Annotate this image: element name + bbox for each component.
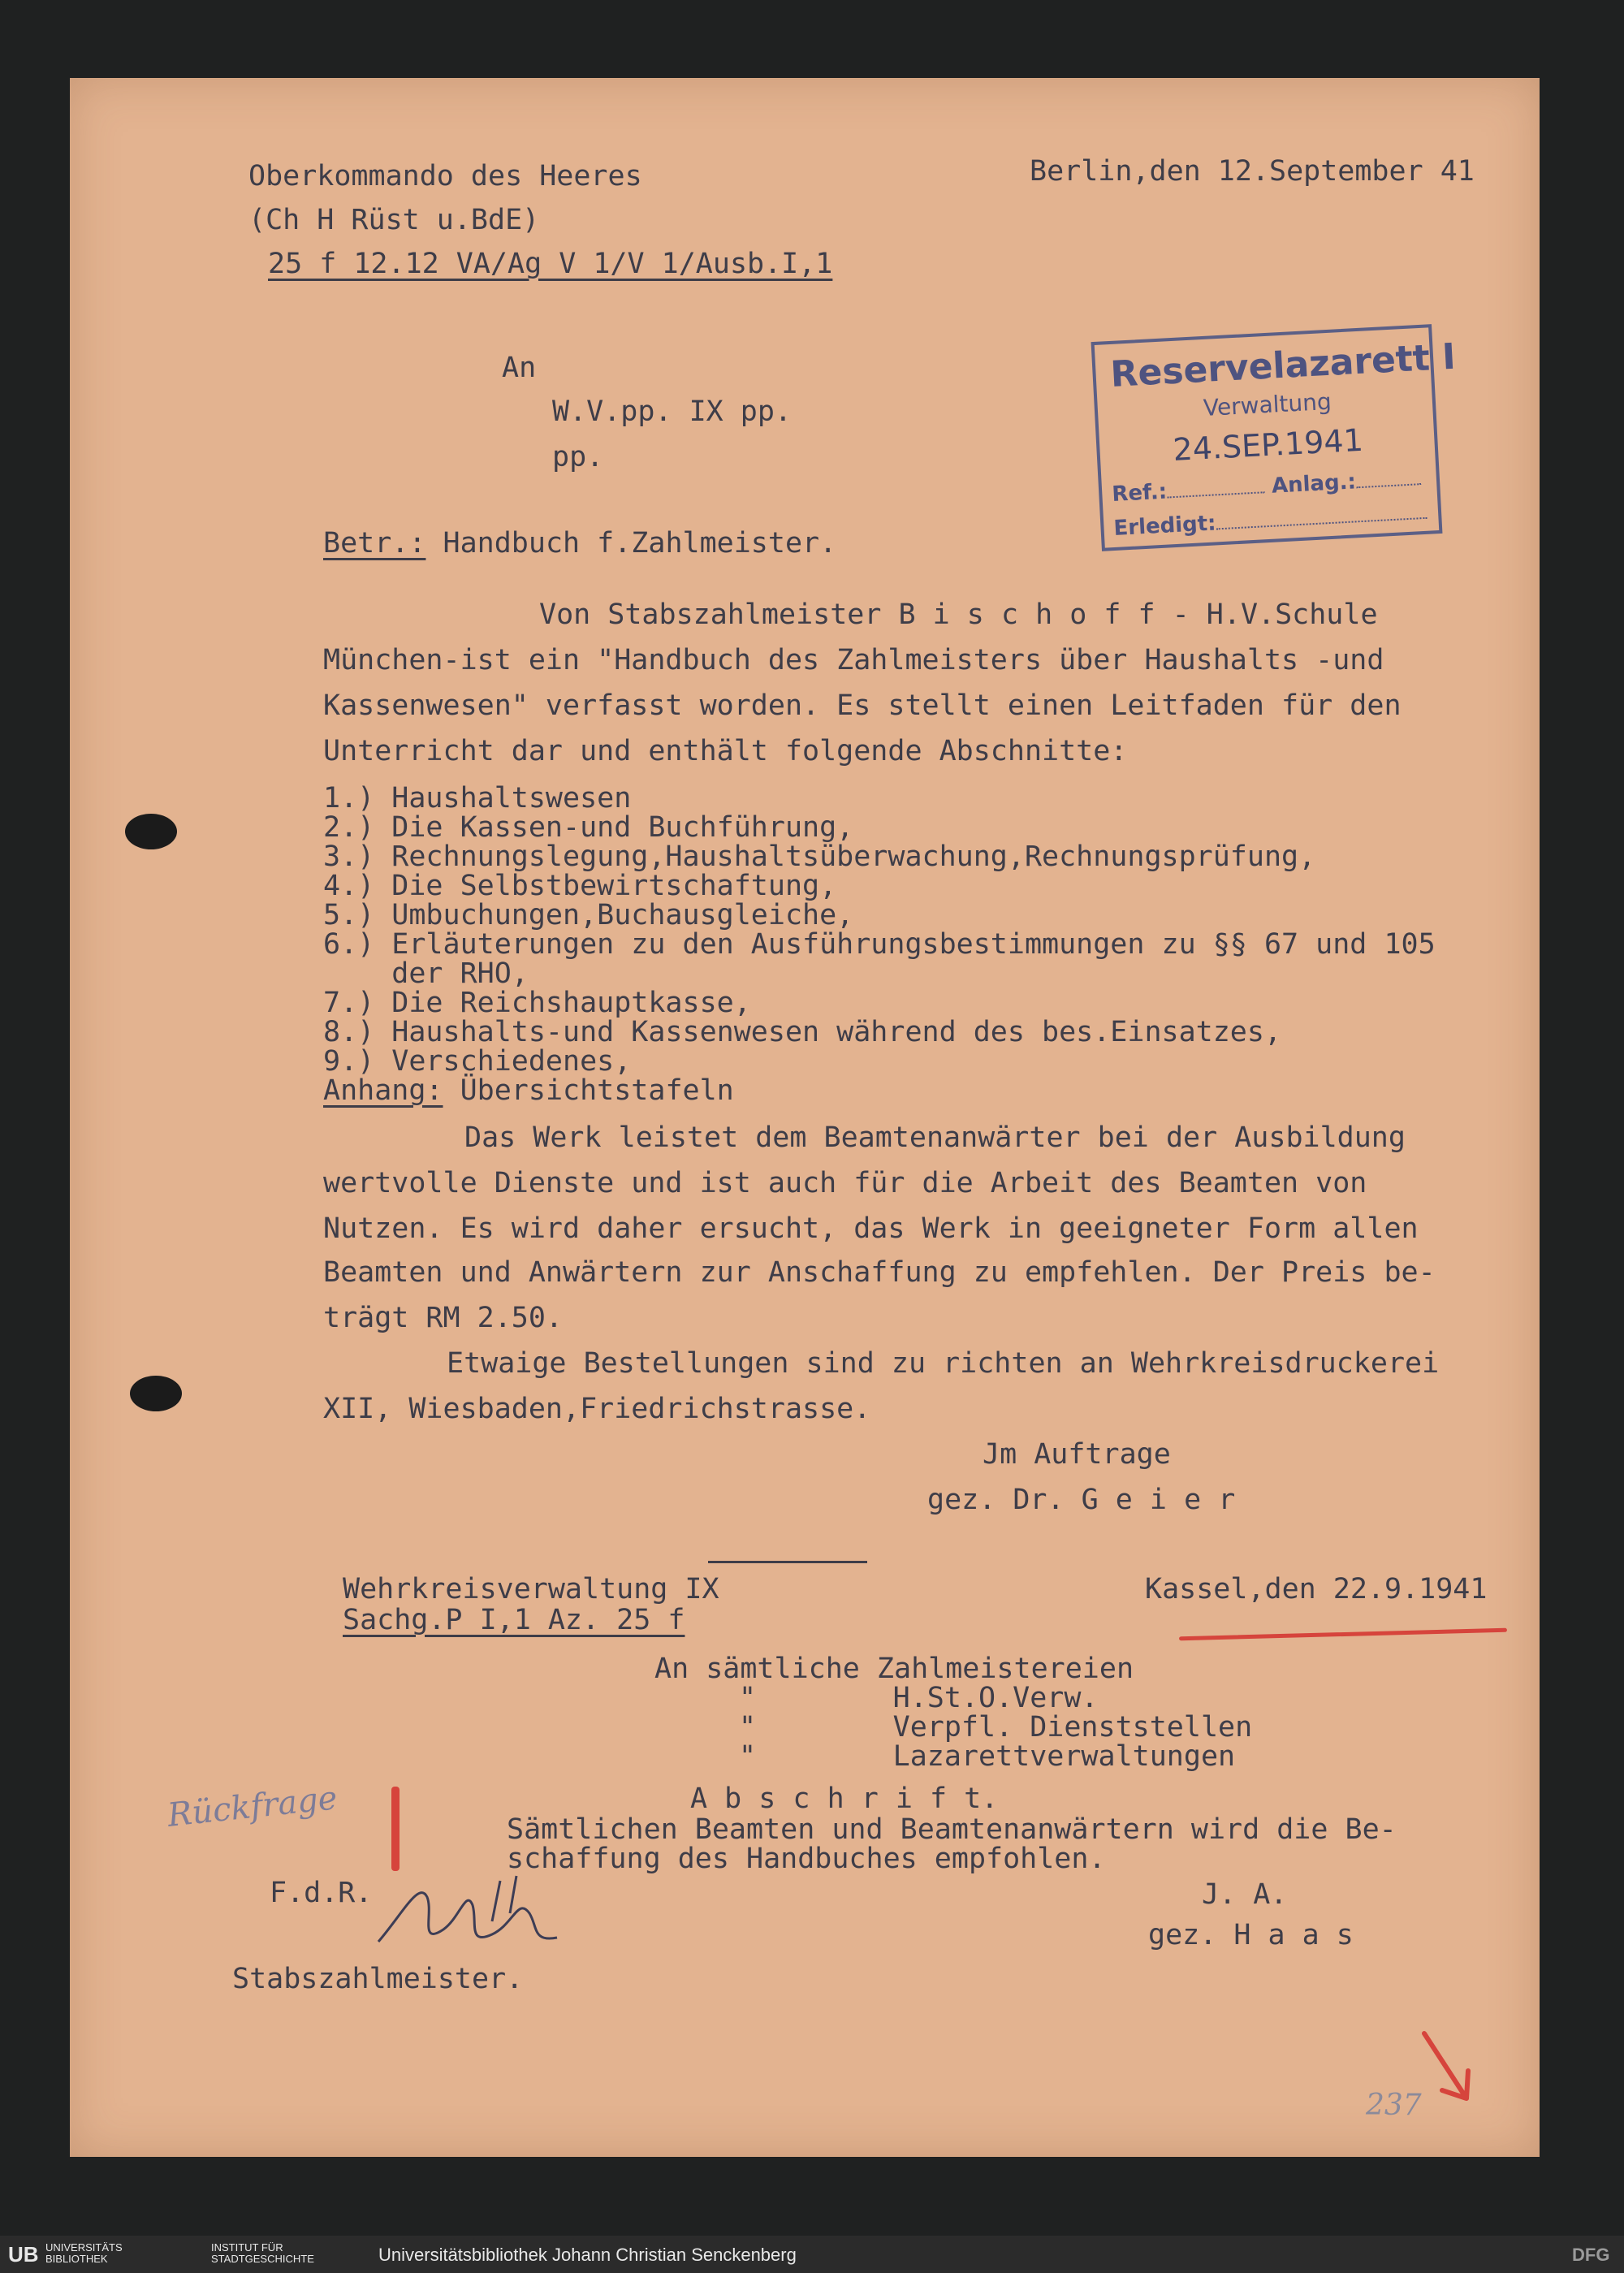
subject-line — [323, 528, 836, 559]
handwritten-page-number: 237 — [1366, 2089, 1422, 2122]
address-line-1: W.V.pp. IX pp. — [552, 395, 793, 428]
punch-hole-bottom — [130, 1376, 182, 1411]
main-line-5: trägt RM 2.50. — [323, 1302, 564, 1334]
intro-line-4: Unterricht dar und enthält folgende Abschnitte: — [323, 735, 1128, 767]
stamp-title: Reservelazarett I — [1109, 335, 1457, 395]
handwritten-signature — [370, 1865, 614, 1962]
recipient-3: " Verpfl. Dienststellen — [739, 1711, 1253, 1744]
appendix-line — [323, 1075, 734, 1106]
address-line-2: pp. — [552, 441, 604, 473]
recipient-4: " Lazarettverwaltungen — [739, 1740, 1236, 1773]
sender-line-2: (Ch H Rüst u.BdE) — [248, 204, 540, 236]
stamp-ref: Ref.: Anlag.: — [1112, 466, 1422, 507]
subject-text: Handbuch f.Zahlmeister. — [443, 527, 837, 560]
ub-logo-text: UNIVERSITÄTS BIBLIOTHEK — [45, 2241, 123, 2265]
main-line-7: XII, Wiesbaden,Friedrichstrasse. — [323, 1393, 871, 1425]
address-an: An — [502, 352, 537, 384]
red-arrow-mark — [1418, 2029, 1483, 2110]
subject-label: Betr.: — [323, 527, 426, 560]
second-text-1: Sämtlichen Beamten und Beamtenanwärtern wird die Be- — [507, 1813, 1397, 1846]
rank-label: Stabszahlmeister. — [232, 1963, 524, 1995]
signature-auftrag: Jm Auftrage — [983, 1438, 1171, 1471]
section-6-cont: der RHO, — [323, 957, 529, 990]
section-4: 4.) Die Selbstbewirtschaftung, — [323, 870, 837, 902]
main-line-6: Etwaige Bestellungen sind zu richten an Wehrkreisdruckerei — [447, 1347, 1440, 1380]
main-line-1: Das Werk leistet dem Beamtenanwärter bei der Ausbildung — [464, 1121, 1406, 1154]
section-7: 7.) Die Reichshauptkasse, — [323, 987, 751, 1019]
section-5: 5.) Umbuchungen,Buchausgleiche, — [323, 899, 854, 931]
sender-reference: 25 f 12.12 VA/Ag V 1/V 1/Ausb.I,1 — [268, 248, 833, 280]
second-sender-2: Sachg.P I,1 Az. 25 f — [343, 1604, 685, 1636]
institute-logo-text: INSTITUT FÜR STADTGESCHICHTE — [211, 2241, 314, 2265]
credit-text: Universitätsbibliothek Johann Christian Senckenberg — [378, 2245, 797, 2265]
red-marker-stroke — [391, 1787, 400, 1871]
ub-logo: UB — [8, 2242, 39, 2267]
section-1: 1.) Haushaltswesen — [323, 782, 632, 815]
recipient-1: An sämtliche Zahlmeistereien — [654, 1653, 1134, 1685]
stamp-erledigt: Erledigt: — [1113, 500, 1427, 541]
section-6: 6.) Erläuterungen zu den Ausführungsbestimmungen zu §§ 67 und 105 — [323, 928, 1436, 961]
punch-hole-top — [125, 814, 177, 849]
section-2: 2.) Die Kassen-und Buchführung, — [323, 811, 854, 844]
section-8: 8.) Haushalts-und Kassenwesen während des bes.Einsatzes, — [323, 1016, 1282, 1048]
recipient-2: " H.St.O.Verw. — [739, 1682, 1099, 1714]
second-sender-1: Wehrkreisverwaltung IX — [343, 1573, 719, 1605]
appendix-text: Übersichtstafeln — [460, 1074, 734, 1107]
stamp-date: 24.SEP.1941 — [1172, 421, 1364, 469]
section-3: 3.) Rechnungslegung,Haushaltsüberwachung,Rechnungsprüfung, — [323, 840, 1316, 873]
receipt-stamp — [1091, 324, 1457, 551]
second-haas: gez. H a a s — [1148, 1919, 1354, 1951]
dfg-logo: DFG — [1572, 2245, 1610, 2265]
document-page — [70, 78, 1540, 2157]
signature-geier: gez. Dr. G e i e r — [927, 1484, 1236, 1516]
second-place-date: Kassel,den 22.9.1941 — [1145, 1573, 1488, 1605]
second-text-2: schaffung des Handbuches empfohlen. — [507, 1843, 1106, 1875]
abschrift-heading: A b s c h r i f t. — [690, 1783, 999, 1815]
handwritten-margin-note: Rückfrage — [166, 1779, 339, 1834]
separator-rule — [708, 1561, 867, 1563]
sender-line-1: Oberkommando des Heeres — [248, 160, 642, 192]
main-line-2: wertvolle Dienste und ist auch für die Arbeit des Beamten von — [323, 1167, 1367, 1199]
fdr-label: F.d.R. — [270, 1877, 373, 1909]
intro-line-1: Von Stabszahlmeister B i s c h o f f - H.V.Schule — [539, 598, 1378, 631]
place-date: Berlin,den 12.September 41 — [1030, 155, 1475, 188]
main-line-4: Beamten und Anwärtern zur Anschaffung zu empfehlen. Der Preis be- — [323, 1256, 1436, 1289]
main-line-3: Nutzen. Es wird daher ersucht, das Werk in geeigneter Form allen — [323, 1212, 1419, 1245]
appendix-label: Anhang: — [323, 1074, 443, 1107]
second-ja: J. A. — [1202, 1878, 1288, 1911]
intro-line-2: München-ist ein "Handbuch des Zahlmeisters über Haushalts -und — [323, 644, 1384, 676]
archive-footer — [0, 2236, 1624, 2273]
stamp-sub: Verwaltung — [1203, 387, 1332, 422]
intro-line-3: Kassenwesen" verfasst worden. Es stellt einen Leitfaden für den — [323, 689, 1402, 722]
red-underline — [1179, 1628, 1507, 1641]
section-9: 9.) Verschiedenes, — [323, 1045, 632, 1078]
